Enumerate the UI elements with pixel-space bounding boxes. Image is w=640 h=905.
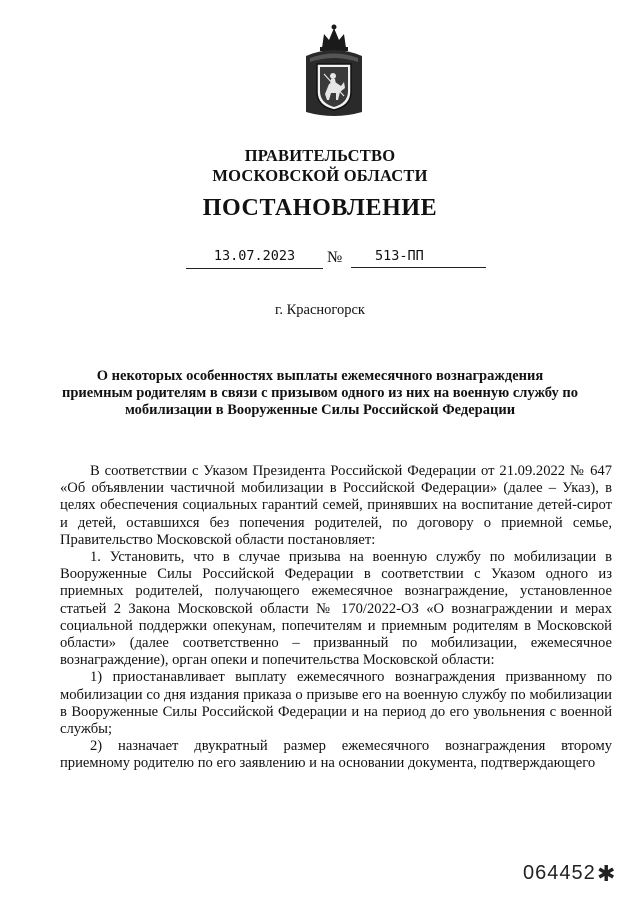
body-paragraph-preamble: В соответствии с Указом Президента Российской Федерации от 21.09.2022 № 647 «Об объявлении частичной мобилизации в Российской Федерации» (далее – Указ), в целях обеспечения социальных гарантий семей, принявших на воспитание детей-сирот и детей, оставшихся без попечения родителей, по договору о приемной семье, Правительство Московской области постановляет: (60, 463, 612, 548)
asterisk-mark-icon: ✱ (597, 862, 616, 887)
body-paragraph-item-1: 1. Установить, что в случае призыва на военную службу по мобилизации в Вооруженные Силы Российской Федерации в соответствии с Указом одного из приемных родителей, получающего ежемесячное вознаграждение, установленное статьей 2 Закона Московской области № 170/2022-ОЗ «О вознаграждении и мерах социальной поддержки опекунам, попечителям и приемным родителям в Московской области» (далее соответственно – призванный по мобилизации, ежемесячное вознаграждение), орган опеки и попечительства Московской области: (60, 549, 612, 669)
number-sign: № (327, 249, 343, 266)
document-type-heading: ПОСТАНОВЛЕНИЕ (202, 195, 438, 221)
document-title: О некоторых особенностях выплаты ежемесячного вознаграждения приемным родителям в связи с призывом одного из них на военную службу по мобилизации в Вооруженные Силы Российской Федерации (62, 368, 578, 418)
city-name: г. Красногорск (275, 302, 365, 318)
serial-number: 064452 (523, 862, 596, 884)
organization-name-line-1: ПРАВИТЕЛЬСТВО (244, 146, 396, 165)
body-paragraph-subitem-2: 2) назначает двукратный размер ежемесячного вознаграждения второму приемному родителю по его заявлению и на основании документа, подтверждающего (60, 738, 612, 772)
body-paragraph-subitem-1: 1) приостанавливает выплату ежемесячного вознаграждения призванному по мобилизации со дня издания приказа о призыве его на военную службу по мобилизации в Вооруженные Силы Российской Федерации и на период до его увольнения с военной службы; (60, 669, 612, 738)
document-date: 13.07.2023 (186, 246, 323, 269)
organization-name-line-2: МОСКОВСКОЙ ОБЛАСТИ (212, 166, 428, 185)
document-number: 513-ПП (351, 246, 486, 268)
moscow-oblast-coat-of-arms-icon (300, 22, 368, 120)
document-body (60, 463, 612, 773)
